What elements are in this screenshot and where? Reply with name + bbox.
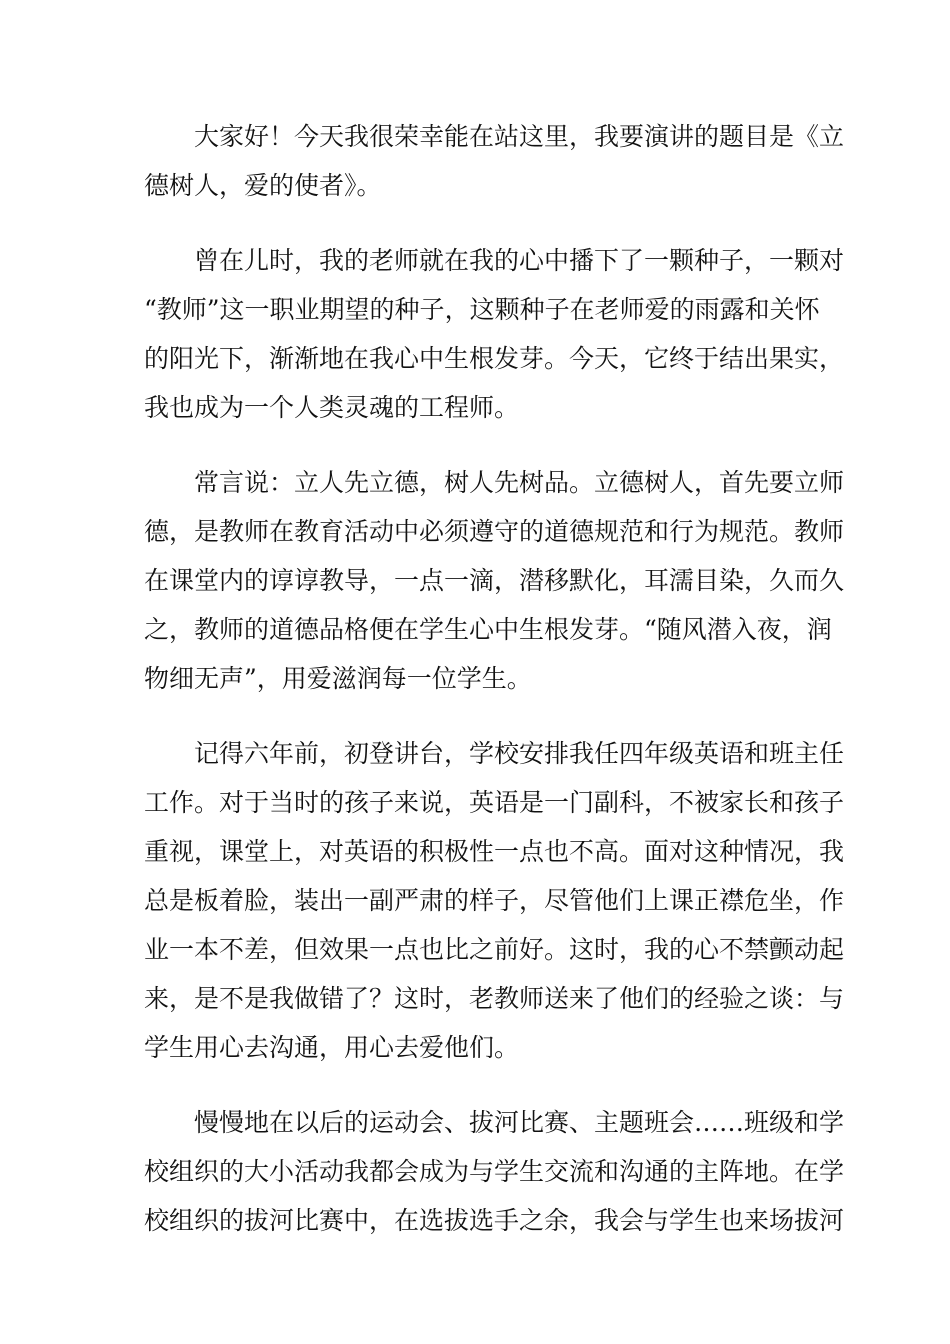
paragraph-line: 德树人，爱的使者》。 [144, 171, 382, 200]
paragraph-4 [144, 729, 845, 1072]
paragraph-line: 曾在儿时，我的老师就在我的心中播下了一颗种子，一颗对 [194, 246, 845, 275]
paragraph-line: 业一本不差，但效果一点也比之前好。这时，我的心不禁颤动起 [144, 935, 845, 964]
paragraph-line: 物细无声”，用爱滋润每一位学生。 [144, 664, 532, 693]
paragraph-line: 常言说：立人先立德，树人先树品。立德树人，首先要立师 [194, 468, 845, 497]
paragraph-line: 之，教师的道德品格便在学生心中生根发芽。“随风潜入夜，润 [144, 615, 832, 644]
paragraph-line: 校组织的拔河比赛中，在选拔选手之余，我会与学生也来场拔河 [144, 1206, 845, 1235]
paragraph-line: 的阳光下，渐渐地在我心中生根发芽。今天，它终于结出果实， [144, 344, 845, 373]
paragraph-5 [144, 1098, 845, 1245]
paragraph-line: 重视，课堂上，对英语的积极性一点也不高。面对这种情况，我 [144, 837, 845, 866]
paragraph-line: 记得六年前，初登讲台，学校安排我任四年级英语和班主任 [194, 739, 845, 768]
paragraph-1 [144, 112, 845, 210]
paragraph-line: 总是板着脸，装出一副严肃的样子，尽管他们上课正襟危坐，作 [144, 886, 845, 915]
paragraph-line: 慢慢地在以后的运动会、拔河比赛、主题班会……班级和学 [194, 1108, 845, 1137]
paragraph-line: 工作。对于当时的孩子来说，英语是一门副科，不被家长和孩子 [144, 788, 845, 817]
paragraph-line: 我也成为一个人类灵魂的工程师。 [144, 393, 520, 422]
paragraph-line: 德，是教师在教育活动中必须遵守的道德规范和行为规范。教师 [144, 517, 845, 546]
paragraph-line: 在课堂内的谆谆教导，一点一滴，潜移默化，耳濡目染，久而久 [144, 566, 845, 595]
paragraph-3 [144, 458, 845, 703]
paragraph-line: 大家好！今天我很荣幸能在站这里，我要演讲的题目是《立 [194, 122, 845, 151]
paragraph-line: 学生用心去沟通，用心去爱他们。 [144, 1033, 520, 1062]
speech-text [144, 112, 845, 1271]
paragraph-line: “教师”这一职业期望的种子，这颗种子在老师爱的雨露和关怀 [144, 295, 820, 324]
paragraph-line: 校组织的大小活动我都会成为与学生交流和沟通的主阵地。在学 [144, 1157, 845, 1186]
paragraph-line: 来，是不是我做错了？这时，老教师送来了他们的经验之谈：与 [144, 984, 845, 1013]
paragraph-2 [144, 236, 845, 432]
